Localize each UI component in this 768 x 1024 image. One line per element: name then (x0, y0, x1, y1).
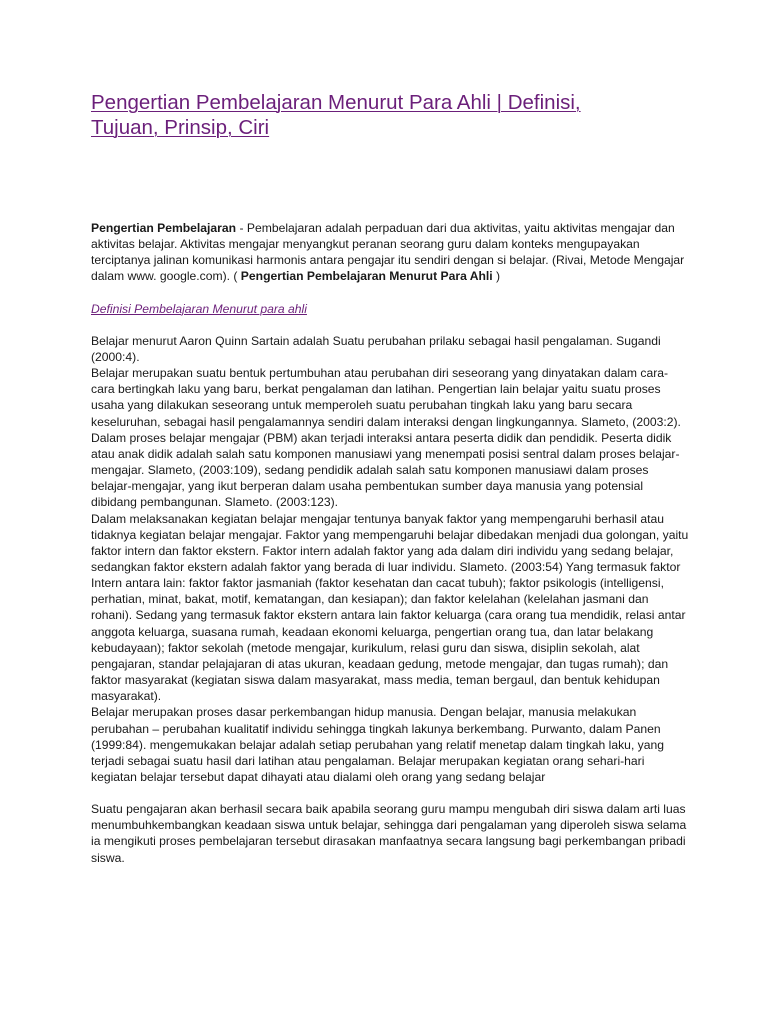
intro-trail-term: Pengertian Pembelajaran Menurut Para Ahli (240, 269, 493, 284)
page-title-line-2: Tujuan, Prinsip, Ciri (91, 116, 270, 139)
paragraph: Belajar merupakan proses dasar perkembangan hidup manusia. Dengan belajar, manusia melakukan perubahan – perubahan kualitatif individu sehingga tingkah lakunya berkembang. Purwanto, dalam Panen (1999:84). mengemukakan belajar adalah setiap perubahan yang relatif menetap dalam tingkah laku, yang terjadi sebagai suatu hasil dari latihan atau pengalaman. Belajar merupakan kegiatan orang sehari-hari kegiatan belajar tersebut dapat dihayati atau dialami oleh orang yang sedang belajar (91, 705, 665, 784)
spacer (91, 317, 691, 333)
paragraph: Dalam melaksanakan kegiatan belajar mengajar tentunya banyak faktor yang mempengaruhi berhasil atau tidaknya kegiatan belajar mengajar. Faktor yang mempengaruhi belajar dibedakan menjadi dua golongan, yaitu faktor intern dan faktor ekstern. Faktor intern adalah faktor yang ada dalam diri individu yang sedang belajar, sedangkan faktor ekstern adalah faktor yang berada di luar individu. Slameto. (2003:54) Yang termasuk faktor Intern antara lain: faktor faktor jasmaniah (faktor kesehatan dan cacat tubuh); faktor psikologis (intelligensi, perhatian, minat, bakat, motif, kematangan, dan kesiapan); dan faktor kelelahan (kelelahan jasmani dan rohani). Sedang yang termasuk faktor ekstern antara lain faktor keluarga (cara orang tua mendidik, relasi antar anggota keluarga, suasana rumah, keadaan ekonomi keluarga, pengertian orang tua, dan latar belakang kebudayaan); faktor sekolah (metode mengajar, kurikulum, relasi guru dan siswa, disiplin sekolah, alat pengajaran, standar pelajajaran di atas ukuran, keadaan gedung, metode mengajar, dan tugas rumah); dan faktor masyarakat (kegiatan siswa dalam masyarakat, mass media, teman bergaul, dan bentuk kehidupan masyarakat). (91, 511, 689, 704)
page-title-link[interactable] (91, 90, 691, 140)
paragraph: Belajar merupakan suatu bentuk pertumbuhan atau perubahan diri seseorang yang dinyatakan dalam cara-cara bertingkah laku yang baru, berkat pengalaman dan latihan. Pengertian lain belajar yaitu suatu proses usaha yang dilakukan seseorang untuk memperoleh suatu perubahan tingkah laku yang baru secara keseluruhan, sebagai hasil pengalamannya sendiri dalam interaksi dengan lingkungannya. Slameto, (2003:2). (91, 366, 681, 429)
spacer (91, 785, 691, 801)
page-title-line-1: Pengertian Pembelajaran Menurut Para Ahli | Definisi, (91, 91, 581, 114)
paragraph: Belajar menurut Aaron Quinn Sartain adalah Suatu perubahan prilaku sebagai hasil pengalaman. Sugandi (2000:4). (91, 333, 661, 364)
section-link[interactable]: Definisi Pembelajaran Menurut para ahli (91, 301, 307, 316)
intro-lead-term: Pengertian Pembelajaran (91, 221, 237, 235)
spacer (91, 285, 691, 301)
document-body (91, 220, 691, 866)
section-heading (91, 301, 691, 317)
intro-paragraph (91, 220, 691, 285)
paragraph: Dalam proses belajar mengajar (PBM) akan terjadi interaksi antara peserta didik dan pendidik. Peserta didik atau anak didik adalah salah satu komponen manusiawi yang menempati posisi sentral dalam proses belajar-mengajar. Slameto, (2003:109), sedang pendidik adalah salah satu komponen manusiawi dalam proses belajar-mengajar, yang ikut berperan dalam usaha pembentukan sumber daya manusia yang potensial dibidang pembangunan. Slameto. (2003:123). (91, 430, 680, 510)
intro-close: ) (492, 269, 501, 284)
intro-text: - Pembelajaran adalah perpaduan dari dua aktivitas, yaitu aktivitas mengajar dan aktivitas belajar. Aktivitas mengajar menyangkut peranan seorang guru dalam konteks mengupayakan terciptanya jalinan komunikasi harmonis antara pengajar itu sendiri dengan si belajar. (Rivai, Metode Mengajar dalam www. google.com). ( (91, 221, 685, 284)
closing-paragraph: Suatu pengajaran akan berhasil secara baik apabila seorang guru mampu mengubah diri siswa dalam arti luas menumbuhkembangkan keadaan siswa untuk belajar, sehingga dari pengalaman yang diperoleh siswa selama ia mengikuti proses pembelajaran tersebut dirasakan manfaatnya secara langsung bagi perkembangan pribadi siswa. (91, 802, 687, 865)
